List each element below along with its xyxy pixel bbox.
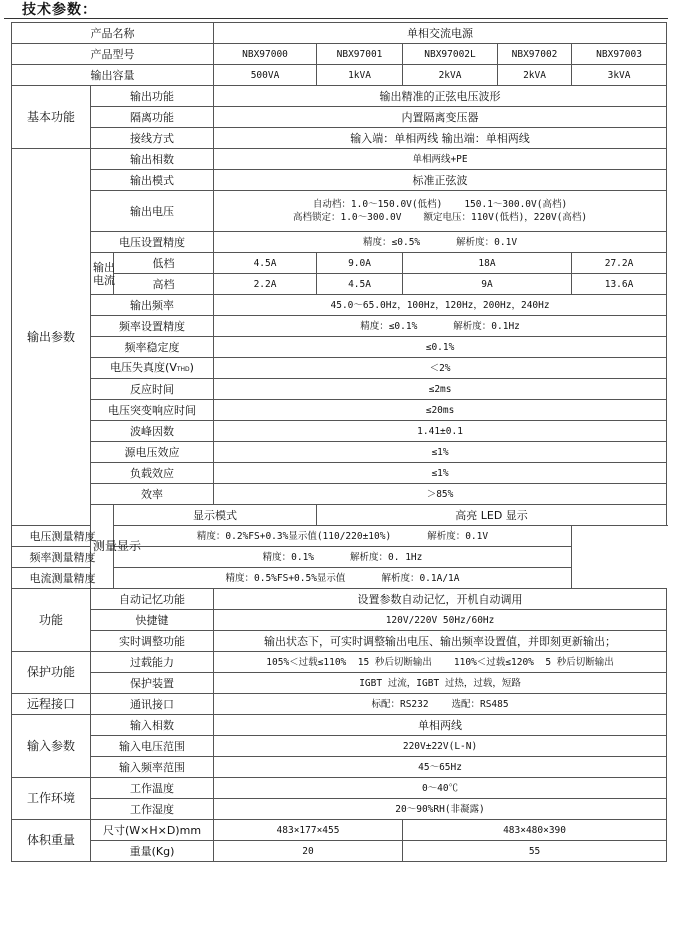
capacity-cell: 500VA [214,65,317,86]
weight-large: 55 [403,841,667,862]
row-label: 反应时间 [91,379,214,400]
table-row [12,694,667,715]
table-row [12,128,667,149]
resolution-text: 解析度：0.1A/1A [381,572,460,584]
row-label: 负载效应 [91,463,214,484]
table-row [12,673,667,694]
category-function: 功能 [12,589,91,652]
voltage-lock: 高档锁定：1.0～300.0V [292,212,402,223]
row-value: 输出状态下，可实时调整输出电压、输出频率设置值，并即刻更新输出； [214,631,667,652]
table-row [12,463,667,484]
table-row [12,44,667,65]
dims-large: 483×480×390 [403,820,667,841]
spec-table [11,22,667,862]
divider [4,18,668,19]
table-row [12,778,667,799]
table-row [12,358,667,379]
output-current-label [91,253,114,295]
precision-text: 精度：0.1% [262,551,315,563]
table-row [12,337,667,358]
table-row [12,86,667,107]
category-measure: 测量显示 [91,505,114,589]
table-row [12,253,667,274]
row-value: 标准正弦波 [214,170,667,191]
row-value [114,526,572,547]
model-cell: NBX97001 [317,44,403,65]
category-env: 工作环境 [12,778,91,820]
model-cell: NBX97003 [572,44,667,65]
table-row [12,379,667,400]
table-row [12,610,667,631]
label-line: 输出 [93,260,115,274]
row-value: 45.0～65.0Hz，100Hz，120Hz，200Hz，240Hz [214,295,667,316]
current-cell: 27.2A [572,253,667,274]
table-row [12,107,667,128]
row-value: ≤1% [214,463,667,484]
row-label: 波峰因数 [91,421,214,442]
row-value: 内置隔离变压器 [214,107,667,128]
row-label: 效率 [91,484,214,505]
table-row [12,715,667,736]
row-value [214,694,667,715]
table-row [12,442,667,463]
category-remote: 远程接口 [12,694,91,715]
row-value: 1.41±0.1 [214,421,667,442]
row-label: 实时调整功能 [91,631,214,652]
resolution-text: 解析度：0.1Hz [453,320,520,332]
current-cell: 2.2A [214,274,317,295]
table-row [12,400,667,421]
row-value: ≤2ms [214,379,667,400]
row-label: 输入电压范围 [91,736,214,757]
row-label: 保护装置 [91,673,214,694]
row-label: 输出电压 [91,191,214,232]
row-value: 45～65Hz [214,757,667,778]
capacity-cell: 1kVA [317,65,403,86]
voltage-high: 150.1～300.0V(高档) [464,199,568,210]
current-cell: 4.5A [214,253,317,274]
row-label: 输出容量 [12,65,214,86]
resolution-text: 解析度：0. 1Hz [350,551,423,563]
resolution-text: 解析度：0.1V [456,236,518,248]
table-row [12,505,667,526]
precision-text: 精度：0.2%FS+0.3%显示值(110/220±10%) [196,530,392,542]
model-cell: NBX97002 [498,44,572,65]
table-row [12,736,667,757]
row-label: 显示模式 [114,505,317,526]
product-name: 单相交流电源 [214,23,667,44]
table-row [12,23,667,44]
precision-text: 精度：≤0.5% [363,236,421,248]
page-heading: 技术参数： [22,2,97,18]
row-value [114,547,572,568]
table-row [12,589,667,610]
capacity-cell: 2kVA [498,65,572,86]
row-label: 尺寸(W×H×D)mm [91,820,214,841]
table-row [12,191,667,232]
precision-text: 精度：0.5%FS+0.5%显示值 [225,572,346,584]
current-cell: 18A [403,253,572,274]
current-cell: 4.5A [317,274,403,295]
row-label: 接线方式 [91,128,214,149]
table-row [12,652,667,673]
row-value [214,232,667,253]
row-label: 输出相数 [91,149,214,170]
category-basic: 基本功能 [12,86,91,149]
row-label: 产品型号 [12,44,214,65]
row-label: 电流测量精度 [12,568,114,589]
row-label: 输出功能 [91,86,214,107]
dims-small: 483×177×455 [214,820,403,841]
category-output: 输出参数 [12,149,91,526]
row-label: 源电压效应 [91,442,214,463]
row-label: 重量(Kg) [91,841,214,862]
row-label: 工作湿度 [91,799,214,820]
table-row [12,568,667,589]
output-voltage-value [214,191,667,232]
row-label: 输入频率范围 [91,757,214,778]
row-label: 频率设置精度 [91,316,214,337]
comm-standard: 标配：RS232 [371,698,429,710]
table-row [12,316,667,337]
model-cell: NBX97002L [403,44,498,65]
row-label: 电压设置精度 [91,232,214,253]
table-row [12,799,667,820]
row-value: 高亮 LED 显示 [317,505,667,526]
row-value: IGBT 过流，IGBT 过热，过载，短路 [214,673,667,694]
row-value [214,316,667,337]
label-text: 电压失真度(V [110,360,177,374]
table-row [12,820,667,841]
overload-action: 5 秒后切断输出 [545,656,614,668]
overload-action: 15 秒后切断输出 [357,656,432,668]
row-value: 单相两线 [214,715,667,736]
current-cell: 9A [403,274,572,295]
row-value: ＜2% [214,358,667,379]
row-label: 低档 [114,253,214,274]
category-size: 体积重量 [12,820,91,862]
table-row [12,149,667,170]
capacity-cell: 3kVA [572,65,667,86]
row-label: 高档 [114,274,214,295]
row-value: ＞85% [214,484,667,505]
row-value: 单相两线+PE [214,149,667,170]
row-label: 输入相数 [91,715,214,736]
row-label: 频率测量精度 [12,547,114,568]
overload-range: 105%＜过载≤110% [266,656,347,668]
capacity-cell: 2kVA [403,65,498,86]
row-label: 过载能力 [91,652,214,673]
row-label: 电压测量精度 [12,526,114,547]
row-label: 频率稳定度 [91,337,214,358]
row-label: 隔离功能 [91,107,214,128]
voltage-rated: 额定电压：110V(低档)，220V(高档) [423,212,588,223]
resolution-text: 解析度：0.1V [427,530,489,542]
table-row [12,65,667,86]
precision-text: 精度：≤0.1% [360,320,418,332]
row-label: 输出模式 [91,170,214,191]
table-row [12,232,667,253]
row-value [214,652,667,673]
table-row [12,841,667,862]
category-protect: 保护功能 [12,652,91,694]
table-row [12,757,667,778]
category-input: 输入参数 [12,715,91,778]
overload-range: 110%＜过载≤120% [453,656,534,668]
table-row [12,631,667,652]
row-label: 通讯接口 [91,694,214,715]
weight-small: 20 [214,841,403,862]
table-row [12,170,667,191]
voltage-auto: 自动档：1.0～150.0V(低档) [312,199,443,210]
row-label: 电压突变响应时间 [91,400,214,421]
model-cell: NBX97000 [214,44,317,65]
row-label [91,358,214,379]
row-label: 工作温度 [91,778,214,799]
label-subscript: THD [176,365,190,373]
label-line: 电流 [93,273,115,287]
current-cell: 13.6A [572,274,667,295]
row-value: 120V/220V 50Hz/60Hz [214,610,667,631]
comm-optional: 选配：RS485 [451,698,509,710]
label-text: ) [189,360,194,374]
row-value: 输入端：单相两线 输出端：单相两线 [214,128,667,149]
current-cell: 9.0A [317,253,403,274]
row-label: 自动记忆功能 [91,589,214,610]
row-label: 输出频率 [91,295,214,316]
row-value: ≤1% [214,442,667,463]
row-label: 快捷键 [91,610,214,631]
row-value [114,568,572,589]
row-value: ≤20ms [214,400,667,421]
table-row [12,295,667,316]
table-row [12,421,667,442]
row-value: 输出精准的正弦电压波形 [214,86,667,107]
row-value: 0～40℃ [214,778,667,799]
row-value: ≤0.1% [214,337,667,358]
table-row [12,484,667,505]
row-value: 220V±22V(L-N) [214,736,667,757]
row-label: 产品名称 [12,23,214,44]
row-value: 设置参数自动记忆，开机自动调用 [214,589,667,610]
row-value: 20～90%RH(非凝露) [214,799,667,820]
